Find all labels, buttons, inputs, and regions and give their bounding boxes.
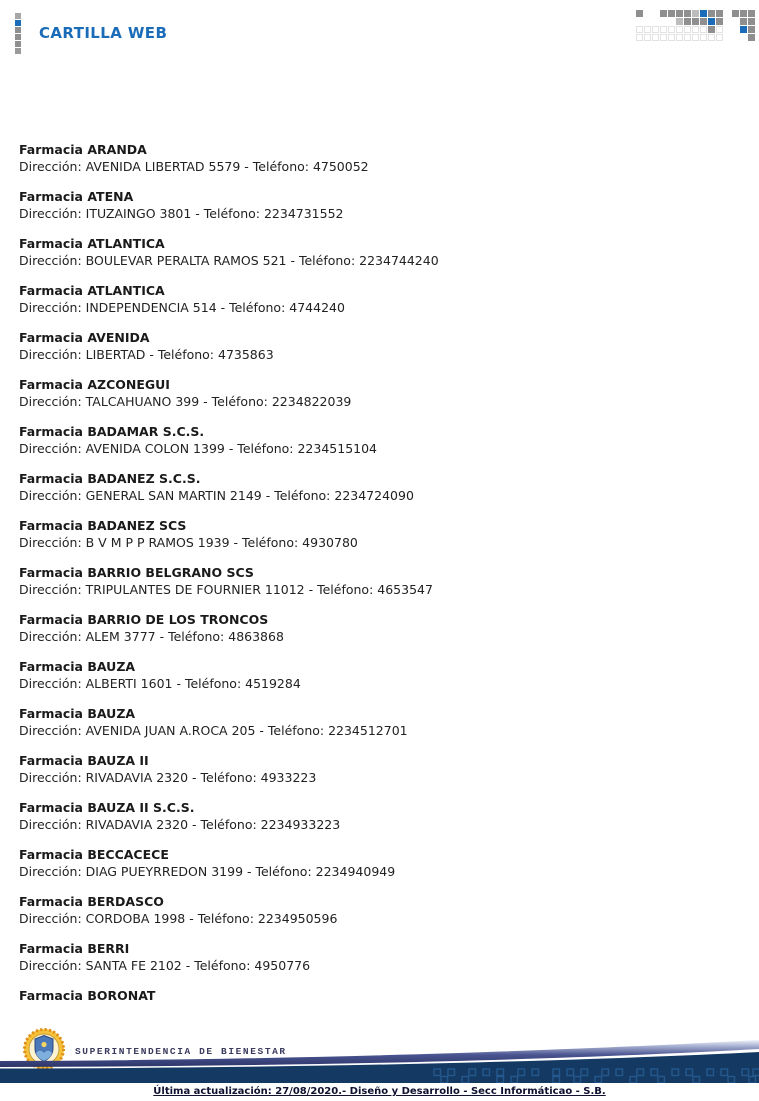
pharmacy-address: Dirección: SANTA FE 2102 - Teléfono: 4950776 (19, 958, 311, 973)
pharmacy-entry (19, 987, 739, 1004)
pharmacy-entry (19, 611, 739, 645)
pharmacy-address: Dirección: TRIPULANTES DE FOURNIER 11012 - Teléfono: 4653547 (19, 582, 433, 597)
pharmacy-name: Farmacia ATLANTICA (19, 283, 165, 298)
pharmacy-name: Farmacia ATENA (19, 189, 134, 204)
pharmacy-address: Dirección: CORDOBA 1998 - Teléfono: 2234950596 (19, 911, 338, 926)
pharmacy-entry (19, 752, 739, 786)
pharmacy-entry (19, 846, 739, 880)
pharmacy-address: Dirección: BOULEVAR PERALTA RAMOS 521 - Teléfono: 2234744240 (19, 253, 439, 268)
pharmacy-address: Dirección: GENERAL SAN MARTIN 2149 - Teléfono: 2234724090 (19, 488, 414, 503)
pharmacy-entry (19, 470, 739, 504)
brand-strip-icon (15, 13, 21, 54)
pharmacy-entry (19, 564, 739, 598)
pharmacy-entry (19, 517, 739, 551)
pharmacy-name: Farmacia BARRIO BELGRANO SCS (19, 565, 254, 580)
pharmacy-address: Dirección: RIVADAVIA 2320 - Teléfono: 2234933223 (19, 817, 341, 832)
footer-bar (0, 1040, 759, 1083)
pharmacy-name: Farmacia AVENIDA (19, 330, 150, 345)
app-title: CARTILLA WEB (39, 24, 168, 42)
pharmacy-address: Dirección: RIVADAVIA 2320 - Teléfono: 4933223 (19, 770, 317, 785)
pharmacy-name: Farmacia BAUZA II (19, 753, 149, 768)
pharmacy-entry (19, 329, 739, 363)
pharmacy-name: Farmacia BAUZA II S.C.S. (19, 800, 195, 815)
pharmacy-entry (19, 893, 739, 927)
pharmacy-address: Dirección: DIAG PUEYRREDON 3199 - Teléfono: 2234940949 (19, 864, 396, 879)
pharmacy-name: Farmacia BAUZA (19, 706, 136, 721)
last-update-note: Última actualización: 27/08/2020.- Diseño y Desarrollo - Secc Informáticao - S.B. (153, 1086, 606, 1097)
pharmacy-address: Dirección: AVENIDA JUAN A.ROCA 205 - Teléfono: 2234512701 (19, 723, 408, 738)
pharmacy-entry (19, 423, 739, 457)
pharmacy-entry (19, 376, 739, 410)
pharmacy-entry (19, 282, 739, 316)
pharmacy-address: Dirección: ALBERTI 1601 - Teléfono: 4519284 (19, 676, 301, 691)
pharmacy-name: Farmacia ATLANTICA (19, 236, 165, 251)
pharmacy-name: Farmacia BARRIO DE LOS TRONCOS (19, 612, 269, 627)
pharmacy-name: Farmacia BORONAT (19, 988, 156, 1003)
pharmacy-entry (19, 141, 739, 175)
pharmacy-entry (19, 799, 739, 833)
pharmacy-name: Farmacia BADANEZ SCS (19, 518, 187, 533)
header (0, 0, 759, 62)
pharmacy-entry (19, 705, 739, 739)
pharmacy-name: Farmacia BERDASCO (19, 894, 164, 909)
pharmacy-entry (19, 235, 739, 269)
pharmacy-name: Farmacia BAUZA (19, 659, 136, 674)
pharmacy-address: Dirección: LIBERTAD - Teléfono: 4735863 (19, 347, 274, 362)
pixel-decoration-icon (636, 10, 755, 41)
pharmacy-address: Dirección: B V M P P RAMOS 1939 - Teléfono: 4930780 (19, 535, 358, 550)
pharmacy-address: Dirección: INDEPENDENCIA 514 - Teléfono: 4744240 (19, 300, 345, 315)
pharmacy-entry (19, 658, 739, 692)
pharmacy-name: Farmacia AZCONEGUI (19, 377, 170, 392)
pharmacy-address: Dirección: TALCAHUANO 399 - Teléfono: 2234822039 (19, 394, 352, 409)
pharmacy-name: Farmacia BADANEZ S.C.S. (19, 471, 201, 486)
pharmacy-list (19, 141, 739, 1017)
pharmacy-address: Dirección: ALEM 3777 - Teléfono: 4863868 (19, 629, 284, 644)
footer-org-name: SUPERINTENDENCIA DE BIENESTAR (75, 1045, 287, 1057)
pharmacy-name: Farmacia BADAMAR S.C.S. (19, 424, 205, 439)
pharmacy-address: Dirección: AVENIDA LIBERTAD 5579 - Teléfono: 4750052 (19, 159, 369, 174)
pharmacy-name: Farmacia ARANDA (19, 142, 147, 157)
pharmacy-entry (19, 940, 739, 974)
pharmacy-address: Dirección: ITUZAINGO 3801 - Teléfono: 2234731552 (19, 206, 344, 221)
pharmacy-name: Farmacia BECCACECE (19, 847, 169, 862)
pharmacy-name: Farmacia BERRI (19, 941, 130, 956)
pharmacy-address: Dirección: AVENIDA COLON 1399 - Teléfono: 2234515104 (19, 441, 378, 456)
pharmacy-entry (19, 188, 739, 222)
